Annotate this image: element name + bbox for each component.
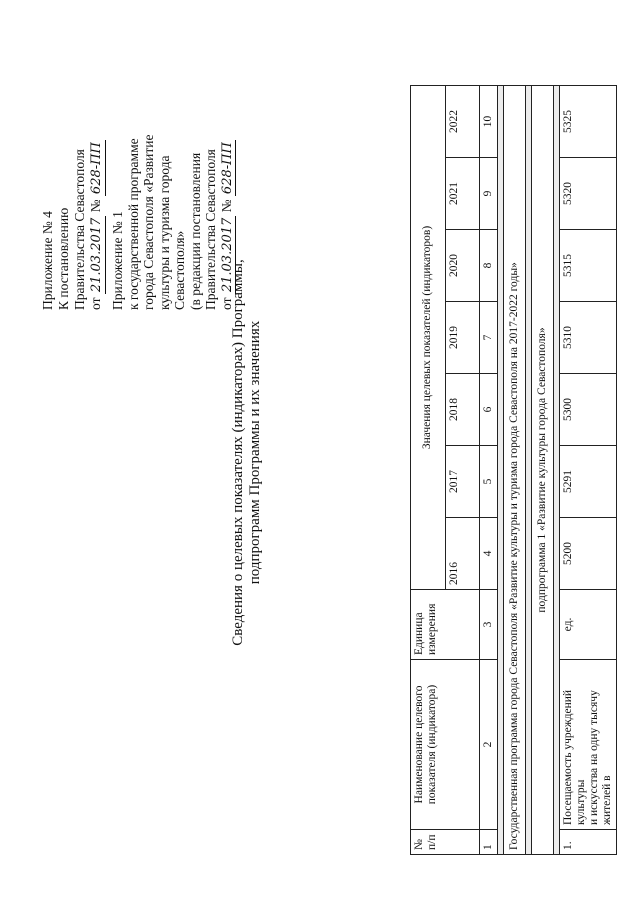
appendix-4-line1: Приложение № 4 — [40, 211, 55, 310]
row-value: 5325 — [560, 86, 617, 158]
subprogram-row — [532, 86, 554, 855]
header-row — [411, 86, 446, 855]
column-number-row — [480, 86, 498, 855]
year-cell: 2016 — [445, 518, 480, 590]
col-number: 8 — [480, 230, 498, 302]
table-row — [560, 86, 617, 855]
row-unit: ед. — [560, 590, 617, 660]
title-line1: Сведения о целевых показателях (индикаторах) Программы, — [230, 259, 246, 646]
row-name — [560, 660, 617, 830]
col-number: 7 — [480, 302, 498, 374]
program-title: Государственная программа города Севастополя «Развитие культуры и туризма города Севастополя на 2017-2022 годы» — [504, 86, 526, 855]
appendix-4-line3: Правительства Севастополя — [72, 149, 87, 310]
indicators-table — [410, 85, 617, 855]
year-cell: 2022 — [445, 86, 480, 158]
col-number: 6 — [480, 374, 498, 446]
appendix-1-line: Приложение № 1 — [110, 211, 125, 310]
row-value: 5291 — [560, 446, 617, 518]
appendix-1-line: культуры и туризма города — [156, 155, 172, 310]
program-row — [504, 86, 526, 855]
year-cell: 2019 — [445, 302, 480, 374]
row-name-line1: Посещаемость учреждений культуры — [562, 689, 587, 825]
appendix-1-num-sign: № — [218, 199, 234, 213]
row-value: 5300 — [560, 374, 617, 446]
document-title — [230, 50, 264, 855]
row-num: 1. — [560, 830, 617, 855]
row-value: 5310 — [560, 302, 617, 374]
appendix-1-date: 21.03.2017 — [219, 217, 235, 293]
header-unit: Единица измерения — [411, 590, 480, 660]
appendix-4-line2: К постановлению — [56, 207, 71, 310]
appendix-1-line: (в редакции постановления — [187, 152, 203, 310]
appendix-1-block — [110, 134, 236, 310]
appendix-1-line: Правительства Севастополя — [203, 149, 218, 310]
col-number: 10 — [480, 86, 498, 158]
year-cell: 2021 — [445, 158, 480, 230]
appendix-1-line: города Севастополя «Развитие — [141, 134, 156, 310]
appendix-1-number: 628-ПП — [219, 142, 235, 195]
appendix-4-number: 628-ПП — [89, 142, 104, 195]
year-cell: 2018 — [445, 374, 480, 446]
appendix-4-num-sign: № — [88, 199, 103, 213]
appendix-4-date-line — [88, 140, 106, 310]
row-value: 5200 — [560, 518, 617, 590]
appendix-4-date-prefix: от — [88, 297, 103, 310]
year-cell: 2017 — [445, 446, 480, 518]
col-number: 5 — [480, 446, 498, 518]
year-cell: 2020 — [445, 230, 480, 302]
col-number: 1 — [480, 830, 498, 855]
col-number: 2 — [480, 660, 498, 830]
appendix-1-date-prefix: от — [218, 297, 234, 310]
col-number: 3 — [480, 590, 498, 660]
title-line2: подпрограмм Программы и их значениях — [247, 320, 263, 585]
header-num: № п/п — [411, 830, 480, 855]
appendix-1-line: Севастополя» — [172, 230, 187, 310]
header-name: Наименование целевого показателя (индикатора) — [411, 660, 480, 830]
row-name-line2: и искусства на одну тысячу жителей в — [588, 690, 613, 825]
appendix-4-block — [40, 140, 106, 310]
subprogram-title: подпрограмма 1 «Развитие культуры города Севастополя» — [532, 86, 554, 855]
row-value: 5315 — [560, 230, 617, 302]
appendix-1-line: к государственной программе — [125, 138, 141, 310]
header-values: Значения целевых показателей (индикаторов) — [411, 86, 446, 590]
row-value: 5320 — [560, 158, 617, 230]
appendix-4-date: 21.03.2017 — [89, 217, 104, 293]
col-number: 9 — [480, 158, 498, 230]
col-number: 4 — [480, 518, 498, 590]
